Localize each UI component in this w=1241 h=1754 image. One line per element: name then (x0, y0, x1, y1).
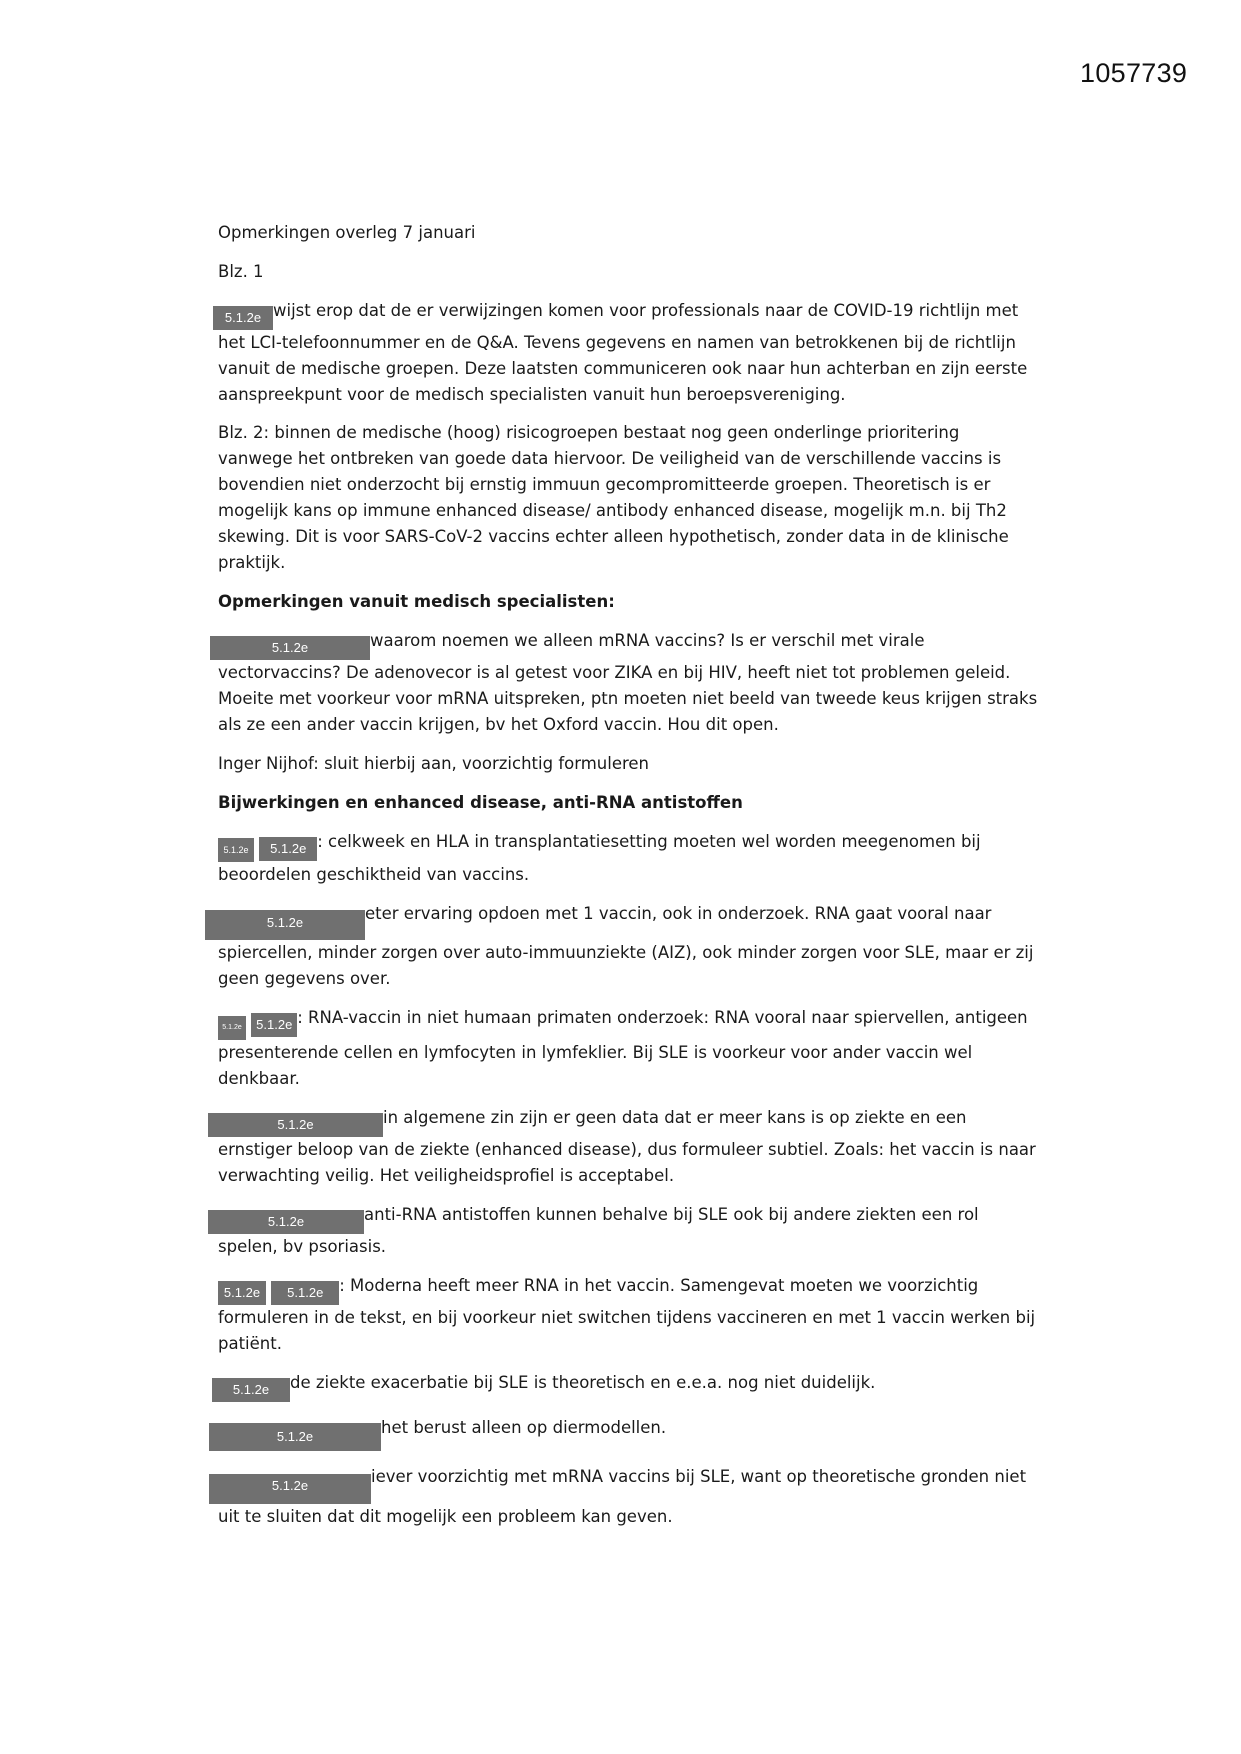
redaction-box: 5.1.2e (209, 1474, 371, 1504)
section-heading-side-effects: Bijwerkingen en enhanced disease, anti-RNA antistoffen (218, 793, 743, 812)
paragraph-text: : celkweek en HLA in transplantatiesetting moeten wel worden meegenomen bij beoordelen geschiktheid van vaccins. (218, 832, 981, 884)
redaction-box: 5.1.2e (218, 838, 254, 862)
paragraph-text: het berust alleen op diermodellen. (381, 1418, 667, 1437)
redaction-box: 5.1.2e (259, 837, 317, 861)
redaction-box: 5.1.2e (210, 636, 370, 660)
document-title: Opmerkingen overleg 7 januari (218, 223, 476, 242)
redaction-box: 5.1.2e (212, 1378, 290, 1402)
paragraph-risk-groups: Blz. 2: binnen de medische (hoog) risicogroepen bestaat nog geen onderlinge prioritering vanwege het ontbreken van goede data hiervoor. De veiligheid van de verschillende vaccins is bovendien niet onderzocht bij ernstig immuun gecompromitteerde groepen. Theoretisch is er mogelijk kans op immune enhanced disease/ antibody enhanced disease, mogelijk m.n. bij Th2 skewing. Dit is voor SARS-CoV-2 vaccins echter alleen hypothetisch, zonder data in de klinische praktijk. (218, 423, 1009, 572)
paragraph-lci-references (218, 298, 1038, 408)
paragraph-exacerbatie (218, 1370, 1038, 1402)
paragraph-anti-rna (218, 1202, 1038, 1260)
paragraph-text: wijst erop dat de er verwijzingen komen voor professionals naar de COVID-19 richtlijn met het LCI-telefoonnummer en de Q&A. Tevens gegevens en namen van betrokkenen bij de richtlijn vanuit de medische groepen. Deze laatsten communiceren ook naar hun achterban en zijn eerste aanspreekpunt voor de medisch specialisten vanuit hun beroepsvereniging. (218, 301, 1028, 404)
paragraph-inger-nijhof: Inger Nijhof: sluit hierbij aan, voorzichtig formuleren (218, 754, 650, 773)
paragraph-mrna-vaccins (218, 628, 1038, 738)
redaction-box: 5.1.2e (218, 1281, 266, 1305)
paragraph-algemene-zin (218, 1105, 1038, 1189)
paragraph-ervaring (218, 901, 1038, 992)
redaction-box: 5.1.2e (218, 1016, 246, 1040)
redaction-box: 5.1.2e (213, 306, 273, 330)
paragraph-text: iever voorzichtig met mRNA vaccins bij SLE, want op theoretische gronden niet uit te sluiten dat dit mogelijk een probleem kan geven. (218, 1467, 1027, 1526)
section-heading-specialists: Opmerkingen vanuit medisch specialisten: (218, 592, 615, 611)
redaction-box: 5.1.2e (205, 910, 365, 940)
redaction-box: 5.1.2e (209, 1423, 381, 1451)
document-number: 1057739 (1080, 58, 1188, 88)
redaction-box: 5.1.2e (208, 1210, 364, 1234)
paragraph-text: eter ervaring opdoen met 1 vaccin, ook in onderzoek. RNA gaat vooral naar spiercellen, minder zorgen over auto-immuunziekte (AIZ), ook minder zorgen voor SLE, maar er zij geen gegevens over. (218, 904, 1034, 988)
redaction-box: 5.1.2e (208, 1113, 383, 1137)
redaction-box: 5.1.2e (271, 1281, 339, 1305)
paragraph-celkweek (218, 829, 1038, 888)
paragraph-text: waarom noemen we alleen mRNA vaccins? Is er verschil met virale vectorvaccins? De adenovecor is al getest voor ZIKA en bij HIV, heeft niet tot problemen geleid. Moeite met voorkeur voor mRNA uitspreken, ptn moeten niet beeld van tweede keus krijgen straks als ze een ander vaccin krijgen, bv het Oxford vaccin. Hou dit open. (218, 631, 1038, 734)
document-body (218, 220, 1038, 1530)
page-reference: Blz. 1 (218, 262, 264, 281)
paragraph-moderna (218, 1273, 1038, 1357)
paragraph-text: anti-RNA antistoffen kunnen behalve bij SLE ook bij andere ziekten een rol spelen, bv psoriasis. (218, 1205, 979, 1256)
paragraph-text: de ziekte exacerbatie bij SLE is theoretisch en e.e.a. nog niet duidelijk. (290, 1373, 876, 1392)
redaction-box: 5.1.2e (251, 1013, 297, 1037)
paragraph-text: : RNA-vaccin in niet humaan primaten onderzoek: RNA vooral naar spiervellen, antigeen presenterende cellen en lymfocyten in lymfeklier. Bij SLE is voorkeur voor ander vaccin wel denkbaar. (218, 1008, 1028, 1088)
paragraph-liever-voorzichtig (218, 1464, 1038, 1530)
paragraph-text: : Moderna heeft meer RNA in het vaccin. Samengevat moeten we voorzichtig formuleren in de tekst, en bij voorkeur niet switchen tijdens vaccineren en met 1 vaccin werken bij patiënt. (218, 1276, 1036, 1353)
paragraph-text: in algemene zin zijn er geen data dat er meer kans is op ziekte en een ernstiger beloop van de ziekte (enhanced disease), dus formuleer subtiel. Zoals: het vaccin is naar verwachting veilig. Het veiligheidsprofiel is acceptabel. (218, 1108, 1036, 1185)
paragraph-primaten (218, 1005, 1038, 1092)
paragraph-diermodellen (218, 1415, 1038, 1451)
